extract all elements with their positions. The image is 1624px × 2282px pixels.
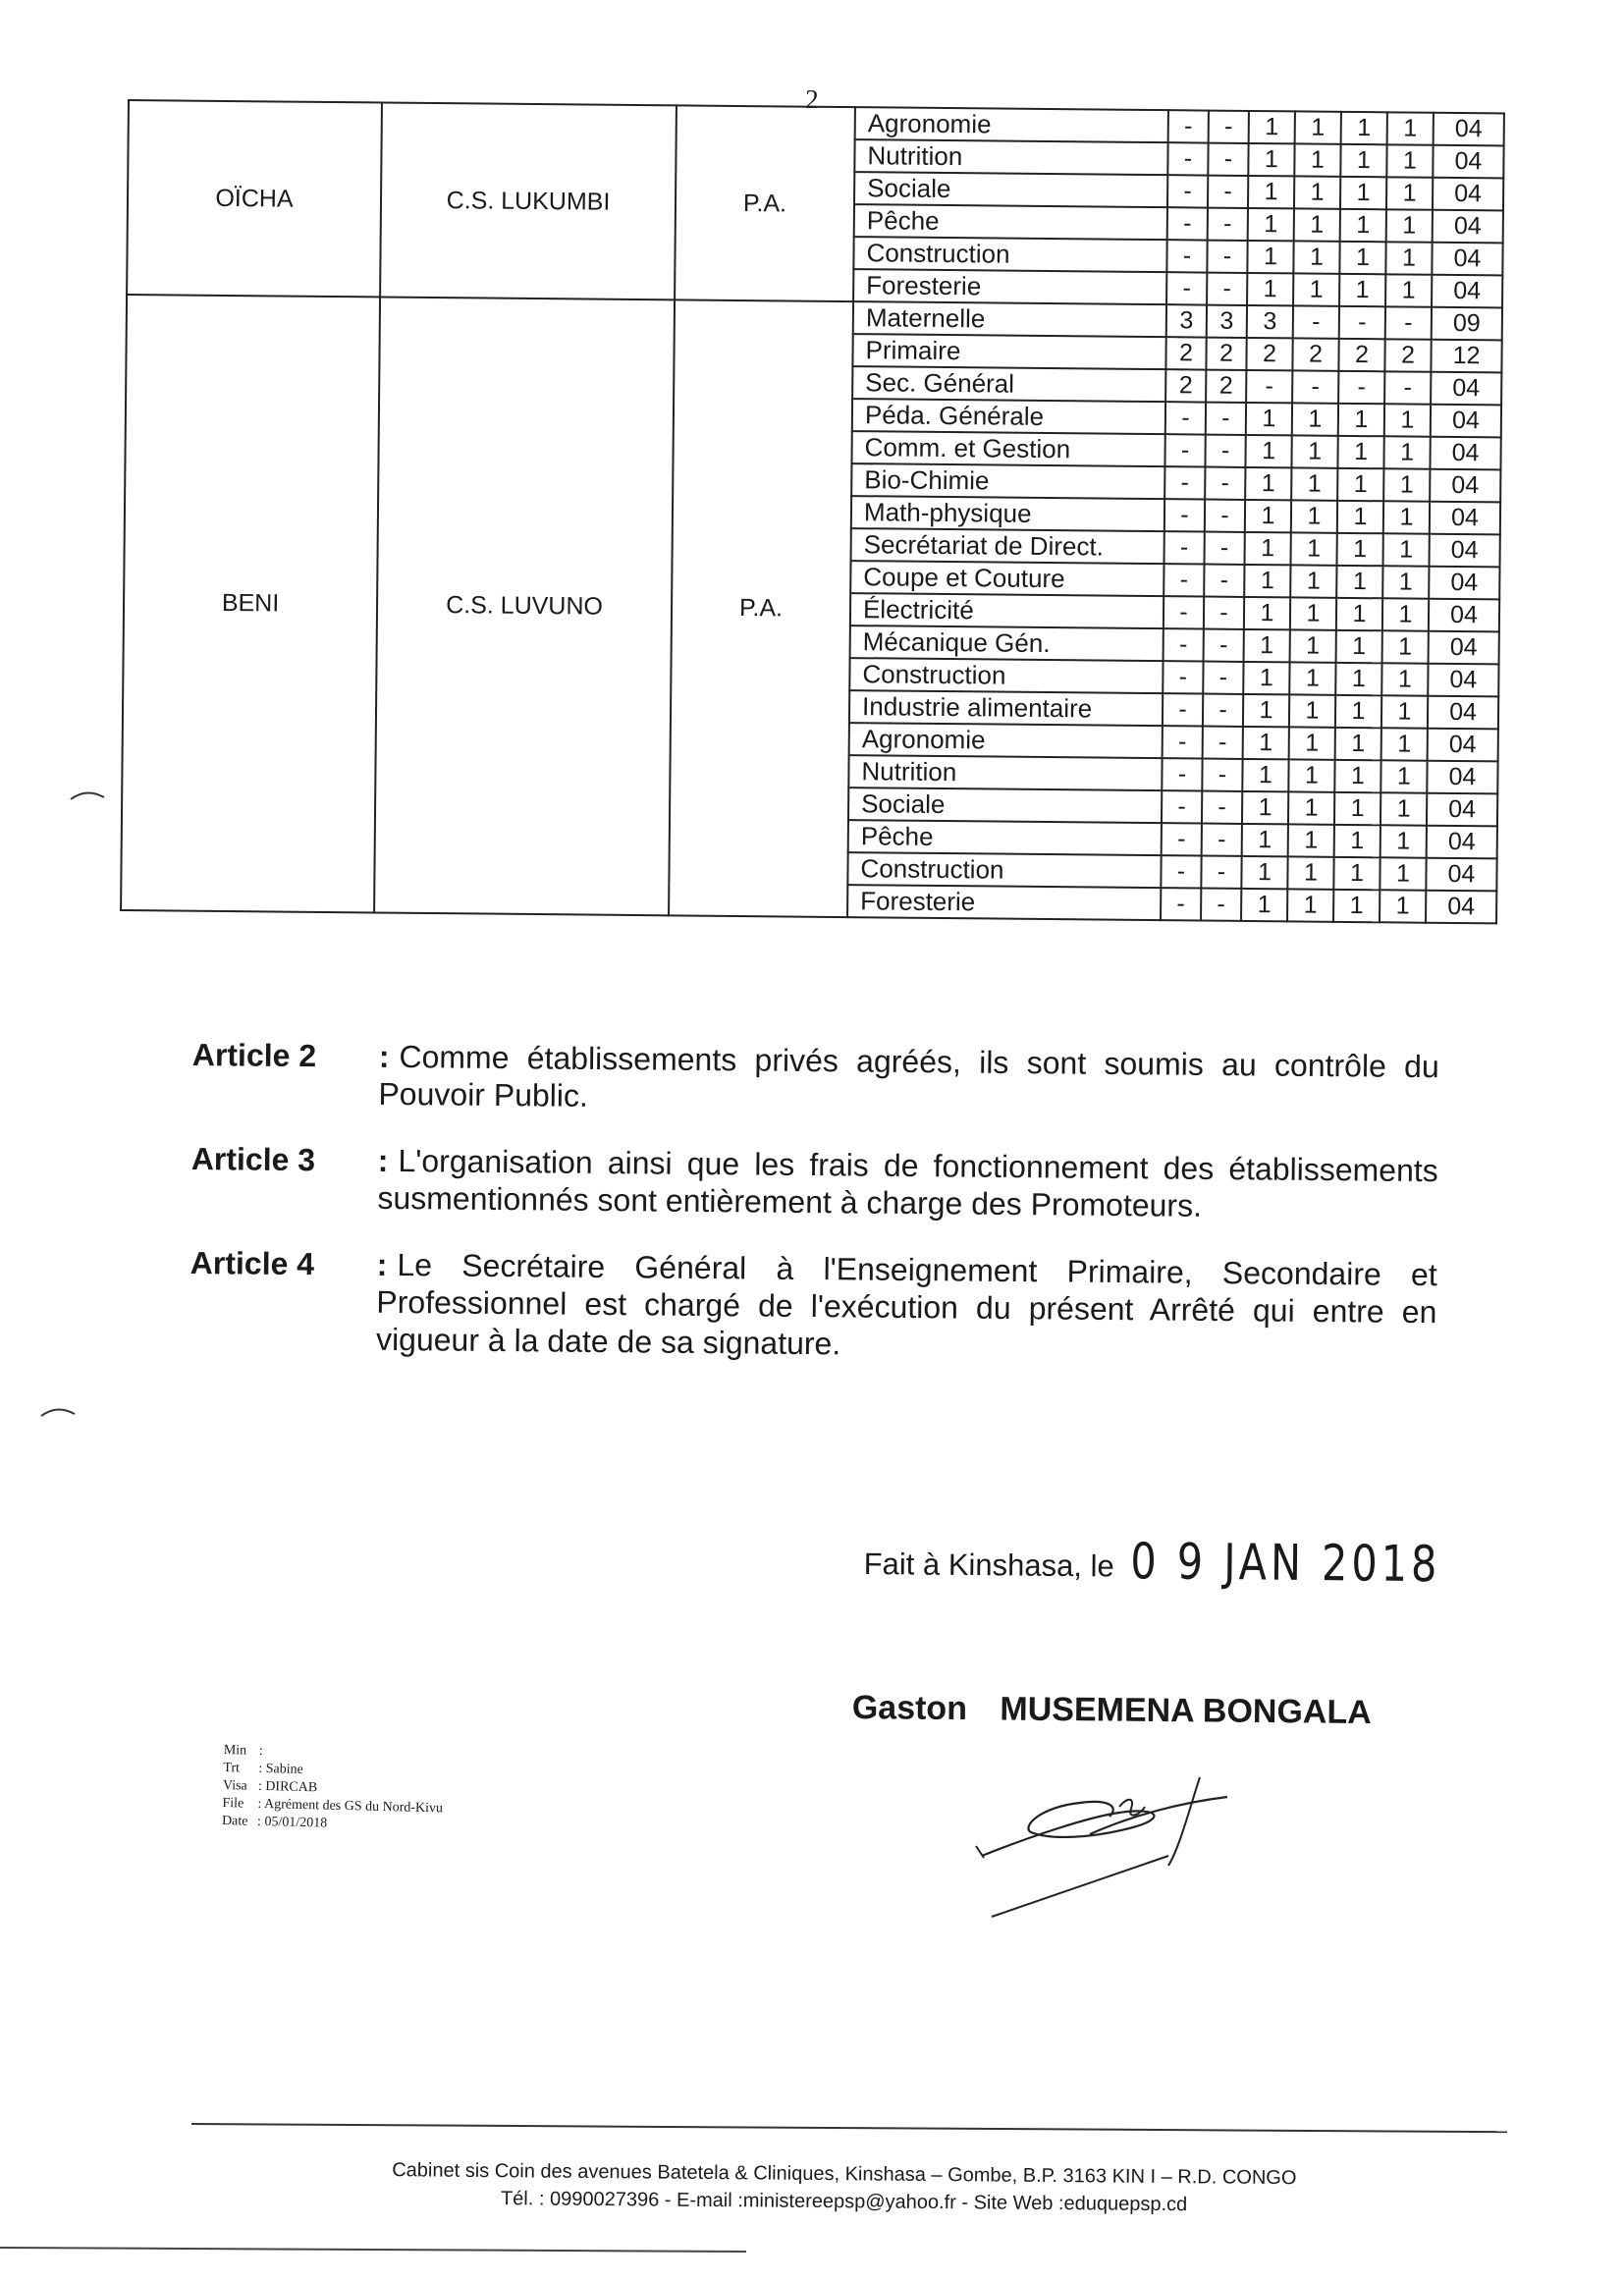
count-cell: 1 (1334, 825, 1380, 857)
count-cell: 1 (1243, 662, 1289, 694)
count-cell: 1 (1335, 728, 1381, 760)
total-cell: 04 (1431, 372, 1501, 406)
memo-key: Trt (223, 1760, 241, 1776)
count-cell: 1 (1249, 111, 1295, 143)
count-cell: - (1205, 467, 1245, 500)
count-cell: 1 (1341, 112, 1387, 144)
count-cell: - (1204, 565, 1244, 597)
count-cell: 1 (1380, 825, 1427, 857)
option-cell: Construction (849, 658, 1163, 693)
count-cell: 1 (1247, 241, 1293, 273)
scan-mark (39, 1402, 79, 1422)
count-cell: 1 (1335, 663, 1381, 695)
memo-key: Min (223, 1742, 247, 1759)
count-cell: - (1167, 207, 1208, 240)
count-cell: 1 (1381, 695, 1428, 728)
memo-key: File (222, 1795, 244, 1812)
count-cell: - (1203, 662, 1243, 694)
signatory-last-name: MUSEMENA BONGALA (1000, 1690, 1372, 1732)
total-cell: 09 (1432, 307, 1502, 341)
option-cell: Sociale (848, 788, 1162, 823)
count-cell: - (1202, 791, 1242, 824)
count-cell: 1 (1248, 208, 1294, 241)
count-cell: 1 (1380, 890, 1426, 922)
article-colon: : (378, 1038, 390, 1074)
total-cell: 04 (1433, 145, 1503, 179)
total-cell: 04 (1432, 275, 1502, 308)
count-cell: - (1207, 273, 1247, 305)
count-cell: - (1161, 888, 1201, 920)
option-cell: Foresterie (853, 269, 1166, 304)
option-cell: Électricité (850, 593, 1164, 628)
count-cell: 1 (1293, 273, 1339, 305)
school-cell: C.S. LUKUMBI (380, 102, 677, 299)
memo-value: : 05/01/2018 (256, 1814, 328, 1831)
total-cell: 04 (1434, 113, 1504, 146)
count-cell: - (1161, 855, 1201, 888)
regime-cell: P.A. (669, 299, 853, 917)
count-cell: - (1164, 531, 1205, 564)
option-cell: Primaire (852, 334, 1165, 369)
count-cell: - (1209, 111, 1249, 143)
count-cell: 1 (1386, 209, 1433, 242)
count-cell: - (1164, 628, 1204, 661)
memo-value: : DIRCAB (257, 1778, 318, 1796)
count-cell: 1 (1245, 435, 1291, 467)
count-cell: - (1201, 889, 1241, 921)
count-cell: 2 (1384, 339, 1431, 371)
article-4 (189, 1244, 1437, 1368)
count-cell: 1 (1242, 791, 1288, 824)
count-cell: 2 (1246, 338, 1292, 370)
count-cell: - (1292, 370, 1338, 403)
count-cell: - (1167, 175, 1208, 207)
count-cell: 1 (1292, 403, 1338, 435)
count-cell: 1 (1247, 273, 1293, 305)
option-cell: Mécanique Gén. (850, 625, 1164, 661)
article-text (378, 1038, 1439, 1122)
total-cell: 04 (1426, 858, 1496, 892)
count-cell: 1 (1334, 760, 1380, 792)
count-cell: 1 (1288, 759, 1334, 791)
option-cell: Nutrition (854, 139, 1167, 175)
count-cell: 1 (1337, 436, 1383, 468)
article-3 (190, 1140, 1438, 1226)
count-cell: 1 (1336, 630, 1382, 663)
total-cell: 04 (1427, 761, 1497, 794)
count-cell: 1 (1288, 824, 1334, 856)
count-cell: - (1167, 142, 1208, 175)
count-cell: 1 (1288, 791, 1334, 824)
place-text: Fait à Kinshasa, le (863, 1546, 1114, 1584)
article-body: Le Secrétaire Général à l'Enseignement Primaire, Secondaire et Professionnel est chargé de l'exécution du présent Arrêté qui entre en vigueur à la date de sa signature. (375, 1247, 1437, 1362)
count-cell: 1 (1382, 566, 1429, 598)
total-cell: 04 (1426, 891, 1496, 924)
option-cell: Construction (853, 237, 1166, 272)
count-cell: 1 (1287, 856, 1333, 889)
footer (373, 2156, 1316, 2219)
count-cell: - (1204, 629, 1244, 662)
count-cell: 1 (1337, 468, 1383, 501)
count-cell: 1 (1385, 242, 1432, 274)
page-edge-line (0, 2247, 746, 2253)
count-cell: - (1293, 305, 1339, 338)
count-cell: - (1162, 790, 1202, 823)
count-cell: 3 (1207, 305, 1247, 338)
count-cell: 1 (1338, 404, 1384, 436)
total-cell: 04 (1428, 729, 1498, 762)
count-cell: 1 (1294, 143, 1340, 176)
count-cell: 1 (1382, 630, 1429, 663)
count-cell: - (1205, 500, 1245, 532)
article-label: Article 3 (190, 1140, 316, 1178)
total-cell: 04 (1429, 599, 1499, 632)
article-2 (191, 1036, 1439, 1122)
total-cell: 04 (1427, 826, 1497, 859)
count-cell: - (1168, 110, 1209, 142)
memo-value: : Agrément des GS du Nord-Kivu (257, 1796, 444, 1817)
total-cell: 04 (1433, 210, 1503, 244)
count-cell: - (1207, 241, 1247, 273)
total-cell: 04 (1432, 243, 1502, 276)
count-cell: 1 (1333, 857, 1380, 890)
count-cell: 1 (1339, 242, 1385, 274)
count-cell: 1 (1380, 792, 1427, 825)
count-cell: 1 (1244, 565, 1290, 597)
count-cell: - (1166, 240, 1207, 272)
count-cell: 1 (1244, 629, 1290, 662)
footer-rule (191, 2123, 1507, 2133)
count-cell: - (1206, 403, 1246, 435)
count-cell: 1 (1289, 727, 1335, 759)
count-cell: 1 (1383, 436, 1430, 468)
count-cell: 1 (1336, 598, 1382, 630)
count-cell: 1 (1386, 177, 1433, 209)
total-cell: 04 (1430, 437, 1500, 470)
count-cell: - (1201, 856, 1241, 889)
count-cell: - (1203, 694, 1243, 727)
count-cell: 1 (1383, 468, 1430, 501)
count-cell: - (1162, 758, 1202, 790)
count-cell: 1 (1335, 695, 1381, 728)
total-cell: 04 (1430, 469, 1500, 503)
count-cell: 1 (1248, 143, 1294, 176)
total-cell: 04 (1430, 502, 1500, 535)
count-cell: 1 (1293, 241, 1339, 273)
count-cell: 1 (1241, 856, 1287, 889)
count-cell: 1 (1245, 500, 1291, 532)
options-table-wrapper (120, 99, 1505, 924)
total-cell: 04 (1429, 534, 1499, 568)
count-cell: 1 (1246, 403, 1292, 435)
article-body: Comme établissements privés agréés, ils sont soumis au contrôle du Pouvoir Public. (378, 1039, 1439, 1114)
count-cell: - (1246, 370, 1292, 403)
options-table (120, 99, 1505, 924)
count-cell: 2 (1206, 338, 1246, 370)
total-cell: 04 (1428, 664, 1498, 697)
count-cell: 3 (1247, 305, 1293, 338)
count-cell: 1 (1290, 597, 1336, 629)
date-stamp: 0 9 JAN 2018 (1130, 1531, 1441, 1594)
count-cell: 2 (1292, 338, 1338, 370)
article-colon: : (376, 1246, 388, 1282)
option-cell: Foresterie (847, 885, 1161, 920)
count-cell: 1 (1243, 727, 1289, 759)
count-cell: 1 (1294, 176, 1340, 208)
count-cell: 1 (1248, 176, 1294, 208)
regime-cell: P.A. (675, 105, 855, 301)
count-cell: - (1385, 306, 1432, 339)
article-colon: : (377, 1142, 389, 1178)
count-cell: 1 (1245, 467, 1291, 500)
total-cell: 04 (1429, 631, 1499, 665)
handwritten-signature (972, 1748, 1267, 1925)
footer-contact: Tél. : 0990027396 - E-mail :ministereepsp@yahoo.fr - Site Web :eduquepsp.cd (500, 2188, 1188, 2216)
count-cell: 1 (1244, 597, 1290, 629)
total-cell: 04 (1431, 405, 1501, 438)
count-cell: - (1164, 564, 1204, 596)
scan-mark (69, 786, 108, 805)
memo-key: Date (221, 1813, 248, 1829)
count-cell: - (1208, 208, 1248, 241)
routing-memo (222, 1742, 445, 1835)
count-cell: 3 (1166, 304, 1207, 337)
count-cell: 1 (1380, 760, 1427, 792)
option-cell: Math-physique (851, 496, 1164, 531)
count-cell: 1 (1245, 532, 1291, 565)
option-cell: Coupe et Couture (850, 561, 1164, 596)
option-cell: Comm. et Gestion (851, 431, 1164, 466)
count-cell: 2 (1165, 337, 1206, 369)
count-cell: 1 (1291, 500, 1337, 532)
option-cell: Pêche (848, 820, 1162, 855)
count-cell: 1 (1340, 144, 1386, 177)
count-cell: 1 (1383, 501, 1430, 533)
count-cell: 1 (1340, 177, 1386, 209)
count-cell: - (1202, 759, 1242, 791)
option-cell: Bio-Chimie (851, 463, 1164, 499)
count-cell: - (1163, 693, 1203, 726)
option-cell: Secrétariat de Direct. (851, 528, 1164, 564)
count-cell: 1 (1289, 662, 1335, 694)
option-cell: Péda. Générale (852, 399, 1165, 434)
count-cell: 1 (1242, 824, 1288, 856)
count-cell: - (1163, 661, 1203, 693)
article-label: Article 4 (189, 1244, 315, 1282)
signatory-name (852, 1689, 1372, 1732)
count-cell: 1 (1381, 728, 1428, 760)
count-cell: - (1208, 143, 1248, 176)
total-cell: 04 (1427, 793, 1497, 827)
count-cell: - (1164, 499, 1205, 531)
option-cell: Construction (847, 852, 1161, 888)
option-cell: Agronomie (849, 723, 1163, 758)
count-cell: 1 (1380, 857, 1426, 890)
memo-value: : Sabine (258, 1761, 304, 1777)
count-cell: - (1339, 306, 1385, 339)
memo-value: : (258, 1743, 263, 1759)
count-cell: 2 (1206, 370, 1246, 403)
signatory-first-name: Gaston (851, 1689, 968, 1728)
article-text (376, 1246, 1437, 1368)
count-cell: 1 (1289, 694, 1335, 727)
option-cell: Sociale (854, 172, 1167, 207)
count-cell: 1 (1291, 435, 1337, 467)
count-cell: - (1164, 434, 1205, 466)
count-cell: - (1208, 176, 1248, 208)
place-date-line (863, 1531, 1441, 1594)
location-cell: OÏCHA (127, 100, 382, 297)
count-cell: 1 (1291, 467, 1337, 500)
count-cell: 1 (1295, 111, 1341, 143)
school-cell: C.S. LUVUNO (374, 297, 675, 915)
count-cell: 1 (1333, 890, 1380, 922)
count-cell: 1 (1381, 663, 1428, 695)
count-cell: 1 (1340, 209, 1386, 242)
count-cell: 1 (1337, 501, 1383, 533)
count-cell: 2 (1338, 339, 1384, 371)
count-cell: 1 (1290, 629, 1336, 662)
count-cell: - (1384, 371, 1431, 404)
count-cell: - (1166, 272, 1207, 304)
count-cell: 1 (1386, 144, 1433, 177)
article-text (377, 1142, 1438, 1226)
count-cell: 1 (1382, 598, 1429, 630)
count-cell: 1 (1291, 532, 1337, 565)
count-cell: - (1165, 402, 1206, 434)
count-cell: - (1204, 597, 1244, 629)
article-label: Article 2 (191, 1037, 317, 1074)
memo-key: Visa (222, 1777, 247, 1794)
page-number: 2 (805, 84, 819, 114)
option-cell: Maternelle (853, 301, 1166, 337)
count-cell: 1 (1385, 274, 1432, 306)
count-cell: 1 (1387, 112, 1434, 144)
count-cell: 1 (1334, 792, 1380, 825)
location-cell: BENI (121, 295, 380, 912)
count-cell: 1 (1243, 694, 1289, 727)
count-cell: - (1163, 726, 1203, 758)
count-cell: 2 (1165, 369, 1206, 402)
total-cell: 04 (1428, 696, 1498, 730)
count-cell: 1 (1287, 889, 1333, 921)
option-cell: Nutrition (848, 755, 1162, 790)
article-body: L'organisation ainsi que les frais de fonctionnement des établissements susmentionnés sont entièrement à charge des Promoteurs. (377, 1143, 1438, 1223)
count-cell: 1 (1339, 274, 1385, 306)
count-cell: 1 (1336, 533, 1382, 566)
option-cell: Industrie alimentaire (849, 690, 1163, 726)
count-cell: 1 (1290, 565, 1336, 597)
count-cell: - (1202, 824, 1242, 856)
total-cell: 04 (1433, 178, 1503, 211)
count-cell: - (1162, 823, 1202, 855)
count-cell: - (1338, 371, 1384, 404)
option-cell: Agronomie (855, 107, 1168, 142)
count-cell: 1 (1336, 566, 1382, 598)
count-cell: 1 (1382, 533, 1429, 566)
option-cell: Pêche (854, 204, 1167, 240)
total-cell: 04 (1429, 567, 1499, 600)
count-cell: 1 (1241, 889, 1287, 921)
count-cell: - (1164, 466, 1205, 499)
count-cell: 1 (1242, 759, 1288, 791)
total-cell: 12 (1431, 340, 1501, 373)
count-cell: - (1203, 727, 1243, 759)
option-cell: Sec. Général (852, 366, 1165, 402)
count-cell: - (1205, 532, 1245, 565)
footer-address: Cabinet sis Coin des avenues Batetela & Cliniques, Kinshasa – Gombe, B.P. 3163 KIN I – R.D. CONGO (392, 2159, 1297, 2190)
articles-section (189, 1036, 1439, 1397)
count-cell: 1 (1384, 404, 1431, 436)
count-cell: - (1164, 596, 1204, 628)
count-cell: - (1205, 435, 1245, 467)
count-cell: 1 (1294, 208, 1340, 241)
